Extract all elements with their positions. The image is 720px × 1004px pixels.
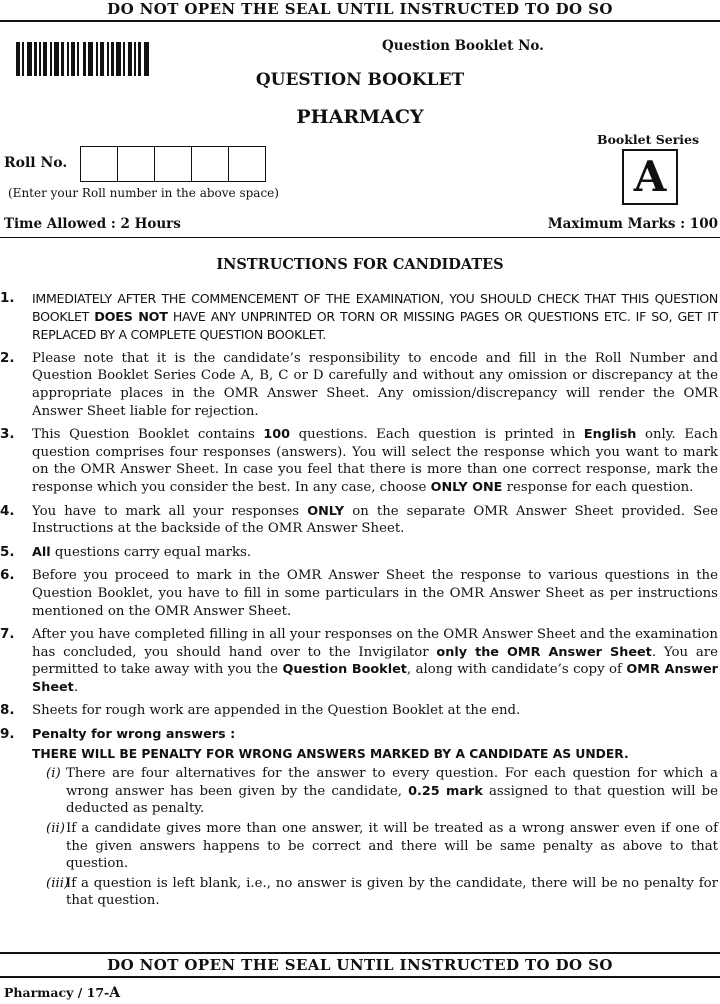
subitem-text: If a question is left blank, i.e., no answer is given by the candidate, there will be no penalty for that question. [66,875,718,909]
top-seal-banner: DO NOT OPEN THE SEAL UNTIL INSTRUCTED TO DO SO [0,0,720,22]
item-number: 6. [0,567,15,584]
maximum-marks: Maximum Marks : 100 [547,216,718,232]
text-span: on the separate OMR Answer Sheet provided. See Instructions at the backside of the OMR Answer Sheet. [32,503,718,537]
text-span: questions. Each question is printed in [290,427,584,443]
roll-digit-box[interactable] [229,147,265,181]
item-text [32,544,720,562]
subitem-number: (i) [46,766,61,782]
text-span: questions carry equal marks. [50,544,252,560]
emphasis: English [583,427,637,443]
instruction-item [0,726,720,912]
subitem-text: If a candidate gives more than one answer, it will be treated as a wrong answer even if one of the given answers happens to be correct and there will be same penalty as above to that question. [66,821,718,872]
instruction-item [0,350,720,420]
instruction-item [0,702,720,720]
roll-digit-box[interactable] [192,147,229,181]
footer-code-prefix: Pharmacy / 17- [4,985,110,1000]
text-span: , along with candidate’s copy of [406,662,627,678]
penalty-subitem [46,875,718,910]
footer-code [4,985,120,1001]
penalty-subitem [46,820,718,873]
item-text [32,290,720,344]
instructions-heading: INSTRUCTIONS FOR CANDIDATES [216,256,504,273]
subject-title: PHARMACY [296,106,424,128]
instruction-item [0,567,720,620]
instructions-list [0,290,720,918]
emphasis: only the OMR Answer Sheet [436,644,652,660]
header-divider [0,237,720,238]
roll-number-label: Roll No. [4,155,68,171]
text-span: response for each question. [502,479,694,495]
footer-code-series: A [109,985,121,1001]
subitem-number: (ii) [46,821,65,837]
item-text: Please note that it is the candidate’s responsibility to encode and fill in the Roll Number and Question Booklet Series Code A, B, C or D carefully and without any omission or discrepancy at the appropriate places in the OMR Answer Sheet. Any omission/discrepancy will render the OMR Answer Sheet liable for rejection. [32,350,718,419]
text-span: You have to mark all your responses [32,503,308,519]
roll-digit-box[interactable] [81,147,118,181]
item-number: 8. [0,702,15,719]
item-number: 1. [0,290,15,306]
item-number: 7. [0,626,15,643]
emphasis: Penalty for wrong answers : [32,727,236,743]
emphasis: OMR Answer Sheet [32,662,718,695]
item-number: 9. [0,726,15,743]
item-text [32,726,720,912]
emphasis: ONLY ONE [430,479,503,495]
item-number: 3. [0,426,15,443]
emphasis: ONLY [307,503,345,519]
penalty-caps [32,746,718,764]
item-text: Sheets for rough work are appended in the Question Booklet at the end. [32,703,521,719]
emphasis: Question Booklet [282,662,407,678]
document-title: QUESTION BOOKLET [255,70,465,90]
booklet-number-label: Question Booklet No. [382,38,544,54]
emphasis: 0.25 mark [408,783,483,799]
text-span: This Question Booklet contains [32,427,264,443]
item-number: 2. [0,349,15,366]
emphasis: 100 [263,427,291,443]
penalty-title [32,726,718,744]
booklet-series-label: Booklet Series [597,132,700,147]
text-span: only. Each question comprises four responses (answers). You will select the response which you want to mark on the OMR Answer Sheet. In case you feel that there is more than one correct response, mark the response which you consider the best. In any case, choose [32,427,718,495]
item-text [32,626,720,696]
roll-number-hint: (Enter your Roll number in the above space) [8,186,279,200]
text-span: After you have completed filling in all your responses on the OMR Answer Sheet and the examination has concluded, you should hand over to the Invigilator [32,627,718,660]
instruction-item [0,626,720,696]
text-span: IMMEDIATELY AFTER THE COMMENCEMENT OF THE EXAMINATION, YOU SHOULD CHECK THAT THIS QUESTION BOOKLET [32,291,718,324]
item-text [32,426,720,496]
emphasis: THERE WILL BE PENALTY FOR WRONG ANSWERS MARKED BY A CANDIDATE AS UNDER. [32,746,629,761]
emphasis: DOES NOT [94,309,168,325]
text-span: assigned to that question will be deducted as penalty. [66,783,718,817]
instruction-item [0,290,720,344]
emphasis: All [32,544,51,560]
roll-digit-box[interactable] [155,147,192,181]
instruction-item [0,426,720,496]
item-number: 5. [0,543,15,560]
subitem-number: (iii) [46,875,70,891]
subitem-text [66,765,718,818]
penalty-subitem [46,765,718,818]
time-allowed: Time Allowed : 2 Hours [4,216,181,232]
booklet-series-code: A [622,149,678,205]
instruction-item [0,544,720,562]
item-text [32,503,720,538]
bottom-seal-banner: DO NOT OPEN THE SEAL UNTIL INSTRUCTED TO DO SO [0,952,720,978]
text-span: HAVE ANY UNPRINTED OR TORN OR MISSING PAGES OR QUESTIONS ETC. IF SO, GET IT REPLACED BY A COMPLETE QUESTION BOOKLET. [32,308,718,343]
item-text: Before you proceed to mark in the OMR Answer Sheet the response to various questions in the Question Booklet, you have to fill in some particulars in the OMR Answer Sheet as per instructions mentioned on the OMR Answer Sheet. [32,568,718,619]
text-span: There are four alternatives for the answer to every question. For each question for which a wrong answer has been given by the candidate, [66,766,718,799]
text-span: . You are permitted to take away with you the [32,644,718,678]
instruction-item [0,503,720,538]
item-number: 4. [0,502,15,519]
text-span: . [73,679,79,695]
roll-number-boxes[interactable] [80,146,266,182]
roll-digit-box[interactable] [118,147,155,181]
